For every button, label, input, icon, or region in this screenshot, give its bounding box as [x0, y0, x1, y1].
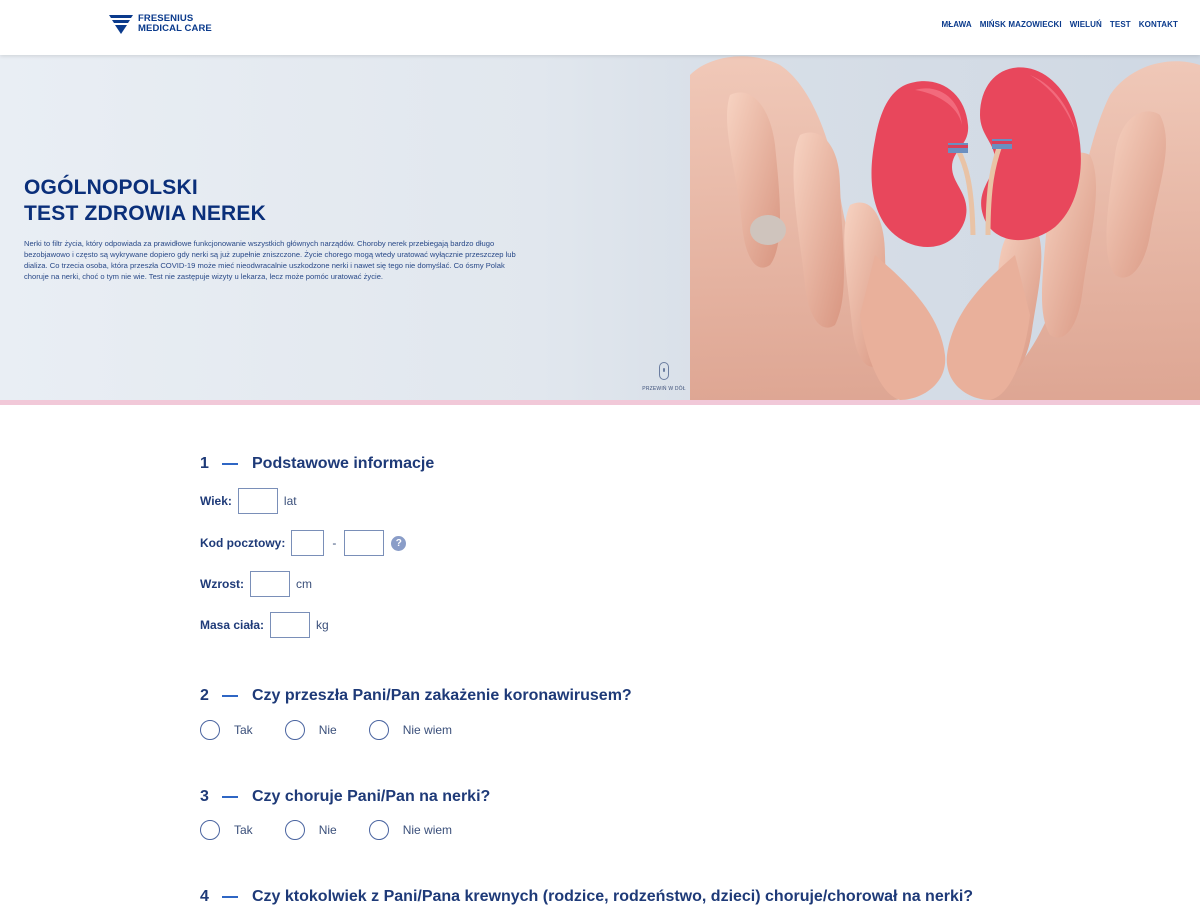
question-3-heading — [200, 788, 490, 806]
age-unit: lat — [283, 494, 297, 508]
question-title: Czy ktokolwiek z Pani/Pana krewnych (rodzice, rodzeństwo, dzieci) choruje/chorował na nerki? — [252, 888, 974, 905]
postal-code-field — [200, 530, 406, 556]
height-field — [200, 571, 312, 597]
logo-line-2: MEDICAL CARE — [138, 23, 212, 34]
weight-unit: kg — [316, 618, 329, 632]
radio-button[interactable] — [200, 820, 220, 840]
option-label: Nie — [318, 723, 337, 737]
radio-button[interactable] — [369, 720, 389, 740]
question-dash — [222, 695, 238, 697]
question-dash — [222, 463, 238, 465]
fresenius-logo-icon — [108, 13, 134, 35]
age-label: Wiek: — [200, 494, 232, 508]
question-number: 1 — [200, 455, 209, 472]
option-label: Nie wiem — [402, 723, 453, 737]
nav-kontakt[interactable]: KONTAKT — [1138, 20, 1178, 29]
option-tak[interactable] — [200, 720, 253, 740]
scroll-label: PRZEWIŃ W DÓŁ — [642, 386, 686, 392]
hero-description: Nerki to filtr życia, który odpowiada za prawidłowe funkcjonowanie wszystkich głównych narządów. Choroby nerek przebiegają bardzo długo bezobjawowo i często są wykrywane dopiero gdy nerki są już zupełnie zniszczone. Życie chorego mogą wtedy uratować wyłącznie przeszczep lub dializa. Co trzecia osoba, która przeszła COVID-19 może mieć nieodwracalnie uszkodzone nerki i nawet się tego nie domyślać. Co ósmy Polak choruje na nerki, choć o tym nie wie. Test nie zastępuje wizyty u lekarza, lecz może pomóc uratować życie. — [24, 239, 516, 281]
hero-title-line-2: TEST ZDROWIA NEREK — [24, 202, 266, 225]
option-label: Nie wiem — [402, 823, 453, 837]
height-input[interactable] — [250, 571, 290, 597]
nav-test[interactable]: TEST — [1109, 20, 1131, 29]
question-4-heading — [200, 888, 973, 906]
nav-wielun[interactable]: WIELUŃ — [1069, 20, 1102, 29]
postal-code-part-2-input[interactable] — [344, 530, 384, 556]
question-number: 4 — [200, 888, 209, 905]
radio-button[interactable] — [285, 820, 305, 840]
option-label: Nie — [318, 823, 337, 837]
hero-banner — [0, 55, 1200, 400]
question-2-heading — [200, 687, 632, 705]
postal-code-part-1-input[interactable] — [291, 530, 324, 556]
mouse-scroll-icon — [659, 362, 669, 380]
question-number: 2 — [200, 687, 209, 704]
hero-title — [24, 175, 266, 227]
height-label: Wzrost: — [200, 577, 244, 591]
weight-input[interactable] — [270, 612, 310, 638]
option-label: Tak — [234, 823, 253, 837]
age-input[interactable] — [238, 488, 278, 514]
site-header — [0, 0, 1200, 55]
option-nie[interactable] — [285, 720, 337, 740]
weight-label: Masa ciała: — [200, 618, 265, 632]
radio-button[interactable] — [285, 720, 305, 740]
logo-text — [138, 14, 212, 34]
radio-button[interactable] — [200, 720, 220, 740]
option-label: Tak — [234, 723, 253, 737]
option-nie-wiem[interactable] — [369, 820, 452, 840]
question-title: Czy choruje Pani/Pan na nerki? — [252, 788, 491, 805]
logo-line-1: FRESENIUS — [138, 13, 194, 24]
hero-bottom-border — [0, 400, 1200, 405]
hands-holding-kidneys-image — [690, 55, 1200, 400]
option-tak[interactable] — [200, 820, 253, 840]
postal-code-separator: - — [332, 536, 337, 550]
weight-field — [200, 612, 329, 638]
question-title: Czy przeszła Pani/Pan zakażenie koronawirusem? — [252, 687, 632, 704]
question-dash — [222, 796, 238, 798]
postal-code-label: Kod pocztowy: — [200, 536, 286, 550]
question-title: Podstawowe informacje — [252, 455, 435, 472]
help-icon[interactable]: ? — [391, 536, 406, 551]
radio-button[interactable] — [369, 820, 389, 840]
nav-minsk-mazowiecki[interactable]: MIŃSK MAZOWIECKI — [979, 20, 1062, 29]
hero-title-line-1: OGÓLNOPOLSKI — [24, 176, 198, 199]
question-1-heading — [200, 455, 434, 473]
question-dash — [222, 896, 238, 898]
fresenius-logo[interactable] — [108, 13, 212, 35]
nav-mlawa[interactable]: MŁAWA — [941, 20, 972, 29]
question-3-options — [200, 820, 484, 840]
scroll-down-hint[interactable] — [640, 362, 688, 392]
main-nav — [941, 20, 1178, 29]
age-field — [200, 488, 297, 514]
question-number: 3 — [200, 788, 209, 805]
height-unit: cm — [296, 577, 312, 591]
question-2-options — [200, 720, 484, 740]
option-nie-wiem[interactable] — [369, 720, 452, 740]
option-nie[interactable] — [285, 820, 337, 840]
